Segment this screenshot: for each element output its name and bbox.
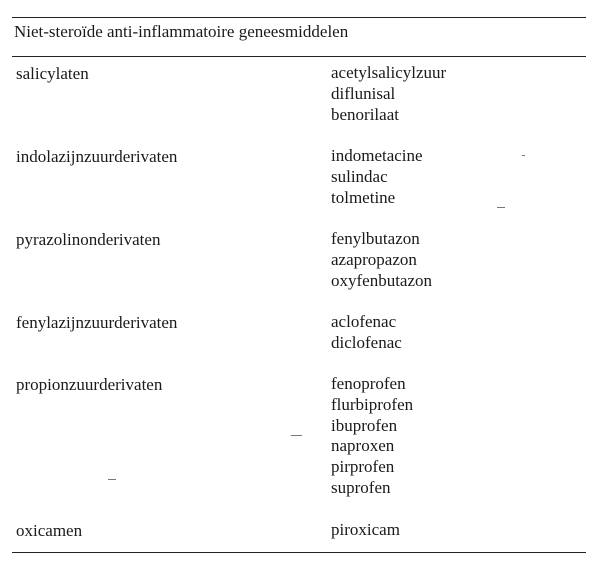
drug-item: azapropazon <box>331 249 417 269</box>
drug-item: oxyfenbutazon <box>331 270 433 290</box>
drug-list <box>331 520 400 541</box>
category-label: pyrazolinonderivaten <box>16 230 161 249</box>
bottom-rule <box>12 552 586 553</box>
scan-speck <box>291 435 302 436</box>
category-label: oxicamen <box>16 521 83 540</box>
drug-item: sulindac <box>331 166 388 186</box>
drug-list <box>331 312 402 354</box>
category-label: salicylaten <box>16 64 89 83</box>
drug-item: naproxen <box>331 436 395 456</box>
drug-item: tolmetine <box>331 187 396 207</box>
drug-list <box>331 63 446 125</box>
category-label: fenylazijnzuurderivaten <box>16 313 178 332</box>
table-title: Niet-steroïde anti-inflammatoire geneesmiddelen <box>14 22 349 41</box>
drug-item: suprofen <box>331 477 391 497</box>
scan-speck <box>522 155 525 156</box>
drug-item: diclofenac <box>331 332 402 352</box>
drug-list <box>331 374 413 499</box>
drug-item: ibuprofen <box>331 415 398 435</box>
drug-item: aclofenac <box>331 312 397 331</box>
drug-item: fenoprofen <box>331 374 406 393</box>
drug-item: diflunisal <box>331 83 396 103</box>
drug-item: piroxicam <box>331 520 400 539</box>
drug-item: fenylbutazon <box>331 229 420 248</box>
drug-item: pirprofen <box>331 457 395 477</box>
header-rule <box>12 56 586 57</box>
drug-item: flurbiprofen <box>331 394 414 414</box>
category-label: indolazijnzuurderivaten <box>16 147 178 166</box>
category-label: propionzuurderivaten <box>16 375 163 394</box>
drug-item: acetylsalicylzuur <box>331 63 447 82</box>
drug-item: indometacine <box>331 146 423 165</box>
top-rule <box>12 17 586 18</box>
drug-list <box>331 146 423 208</box>
scan-speck <box>108 479 116 480</box>
drug-item: benorilaat <box>331 104 399 124</box>
drug-list <box>331 229 432 291</box>
scan-speck <box>497 207 505 208</box>
